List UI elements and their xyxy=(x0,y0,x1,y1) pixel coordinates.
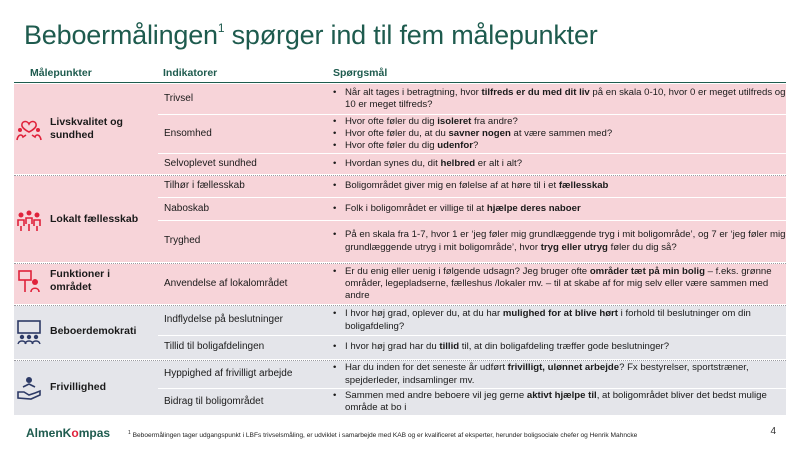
question-emphasis: hjælpe deres naboer xyxy=(486,202,581,214)
question-emphasis: isoleret xyxy=(437,115,472,127)
question-text: Hvor ofte føler du dig xyxy=(345,115,438,127)
almenkompas-logo: AlmenKompas xyxy=(26,426,111,440)
question-text: I hvor høj grad, oplever du, at du har xyxy=(345,308,503,320)
question-emphasis: savner nogen xyxy=(448,127,511,139)
question-item xyxy=(331,341,786,353)
question-text: på en skala 0-10, hvor 0 er meget utilfreds og 10 er meget tilfreds? xyxy=(345,86,786,110)
category-label: Lokalt fællesskab xyxy=(50,213,139,226)
question-item xyxy=(331,390,786,415)
table-row xyxy=(158,389,786,415)
meeting-icon xyxy=(14,317,44,347)
indicator-cell: Tillid til boligafdelingen xyxy=(164,341,265,353)
questions-cell xyxy=(331,87,786,112)
question-emphasis: tryg eller utryg xyxy=(540,241,608,253)
question-text: Hvor ofte føler du dig xyxy=(345,140,438,152)
question-item xyxy=(331,266,786,303)
question-text: Sammen med andre beboere vil jeg gerne xyxy=(345,389,527,401)
question-text: Har du inden for det seneste år udført xyxy=(345,362,508,374)
question-item xyxy=(331,128,786,140)
column-header-sporgsmal: Spørgsmål xyxy=(333,67,388,79)
question-item xyxy=(331,203,786,215)
column-header-indikatorer: Indikatorer xyxy=(163,67,218,79)
table-row xyxy=(158,198,786,220)
question-emphasis: fællesskab xyxy=(558,180,609,192)
question-emphasis: tillid xyxy=(439,341,460,353)
footnote: $^1$ Beboermålingen tager udgangspunkt i LBFs trivselsmåling, er udviklet i samarbejde med KAB og er kvalificeret af eksperter, herunder boligsociale chefer og Henrik Mahncke xyxy=(128,430,638,440)
question-text: Hvor ofte føler du, at du xyxy=(345,127,449,139)
table-row xyxy=(158,306,786,335)
question-emphasis: frivilligt, ulønnet arbejde xyxy=(507,362,620,374)
column-header-malepunkter: Målepunkter xyxy=(30,67,92,79)
question-text: ? xyxy=(472,140,479,152)
table-row xyxy=(158,336,786,359)
category-label: Livskvalitet og sundhed xyxy=(50,115,123,141)
question-emphasis: områder tæt på min bolig xyxy=(589,265,705,277)
question-item xyxy=(331,87,786,112)
header-divider xyxy=(14,82,786,83)
indicator-cell: Naboskab xyxy=(164,202,210,214)
question-text: I hvor høj grad har du xyxy=(345,341,440,353)
indicator-cell: Selvoplevet sundhed xyxy=(164,157,257,169)
questions-cell xyxy=(331,180,786,192)
question-text: ? Fx bestyrelser, sportstræner, spejderleder, indsamlinger mv. xyxy=(345,362,749,386)
questions-cell xyxy=(331,341,786,353)
question-text: Folk i boligområdet er villige til at xyxy=(345,202,487,214)
category-frivillighed xyxy=(14,373,154,403)
location-sign-icon xyxy=(14,266,44,296)
category-label: Beboerdemokrati xyxy=(50,325,137,338)
question-text: Hvordan synes du, dit xyxy=(345,157,441,169)
table-row xyxy=(158,221,786,262)
questions-cell xyxy=(331,308,786,333)
category-funktioner xyxy=(14,266,154,296)
page-title: Beboermålingen$^1$ spørger ind til fem målepunkter xyxy=(24,20,598,50)
table-row xyxy=(158,176,786,197)
page-number: 4 xyxy=(770,426,776,437)
table-row xyxy=(158,154,786,174)
indicator-cell: Tryghed xyxy=(164,235,201,247)
questions-cell xyxy=(331,390,786,415)
question-emphasis: mulighed for at blive hørt xyxy=(502,308,618,320)
question-emphasis: aktivt hjælpe til xyxy=(526,389,597,401)
question-text: Boligområdet giver mig en følelse af at høre til i et xyxy=(345,180,559,192)
category-beboerdemokrati xyxy=(14,317,154,347)
question-item xyxy=(331,158,786,170)
question-item xyxy=(331,140,786,152)
question-text: føler du dig så? xyxy=(607,241,677,253)
question-text: Er du enig eller uenig i følgende udsagn? Jeg bruger ofte xyxy=(345,265,590,277)
table-row xyxy=(158,264,786,304)
category-label: Funktioner i området xyxy=(50,267,111,293)
heart-person-icon xyxy=(14,114,44,144)
question-item xyxy=(331,308,786,333)
question-text: Når alt tages i betragtning, hvor xyxy=(345,86,482,98)
questions-cell xyxy=(331,266,786,303)
question-item xyxy=(331,229,786,254)
questions-cell xyxy=(331,203,786,215)
category-fallesskab xyxy=(14,205,154,235)
indicator-cell: Ensomhed xyxy=(164,127,212,139)
table-row xyxy=(158,361,786,388)
community-icon xyxy=(14,205,44,235)
question-item xyxy=(331,362,786,387)
question-text: , at boligområdet bliver det bedst mulige område at bo i xyxy=(345,389,767,413)
indicator-cell: Tilhør i fællesskab xyxy=(164,180,245,192)
question-text: at være sammen med? xyxy=(510,127,613,139)
indicator-cell: Trivsel xyxy=(164,92,194,104)
indicator-cell: Bidrag til boligområdet xyxy=(164,395,264,407)
category-livskvalitet xyxy=(14,114,154,144)
question-text: På en skala fra 1-7, hvor 1 er ‘jeg føler mig grundlæggende tryg i mit boligområde’, og 7 er ‘jeg føler mig grundlæggende utryg i mit boligområde’, hvor xyxy=(345,229,786,253)
questions-cell xyxy=(331,229,786,254)
indicator-cell: Hyppighed af frivilligt arbejde xyxy=(164,368,293,380)
indicator-cell: Anvendelse af lokalområdet xyxy=(164,277,288,289)
table-row xyxy=(158,115,786,153)
question-emphasis: helbred xyxy=(440,157,476,169)
category-label: Frivillighed xyxy=(50,381,107,394)
questions-cell xyxy=(331,362,786,387)
question-emphasis: tilfreds er du med dit liv xyxy=(481,86,590,98)
question-emphasis: udenfor xyxy=(437,140,473,152)
table-row xyxy=(158,84,786,114)
question-text: fra andre? xyxy=(471,115,518,127)
questions-cell xyxy=(331,158,786,170)
volunteer-hand-icon xyxy=(14,373,44,403)
question-text: – f.eks. grønne områder, legepladserne, fælleshus /lokaler mv. – til at skabe af for mig selv eller være sammen med andre xyxy=(345,265,772,302)
question-item xyxy=(331,180,786,192)
questions-cell xyxy=(331,116,786,153)
question-text: er alt i alt? xyxy=(475,157,523,169)
question-text: til, at din boligafdeling træffer gode beslutninger? xyxy=(459,341,670,353)
indicator-cell: Indflydelse på beslutninger xyxy=(164,314,283,326)
question-text: i forhold til beslutninger om din boligafdeling? xyxy=(345,308,751,332)
question-item xyxy=(331,116,786,128)
